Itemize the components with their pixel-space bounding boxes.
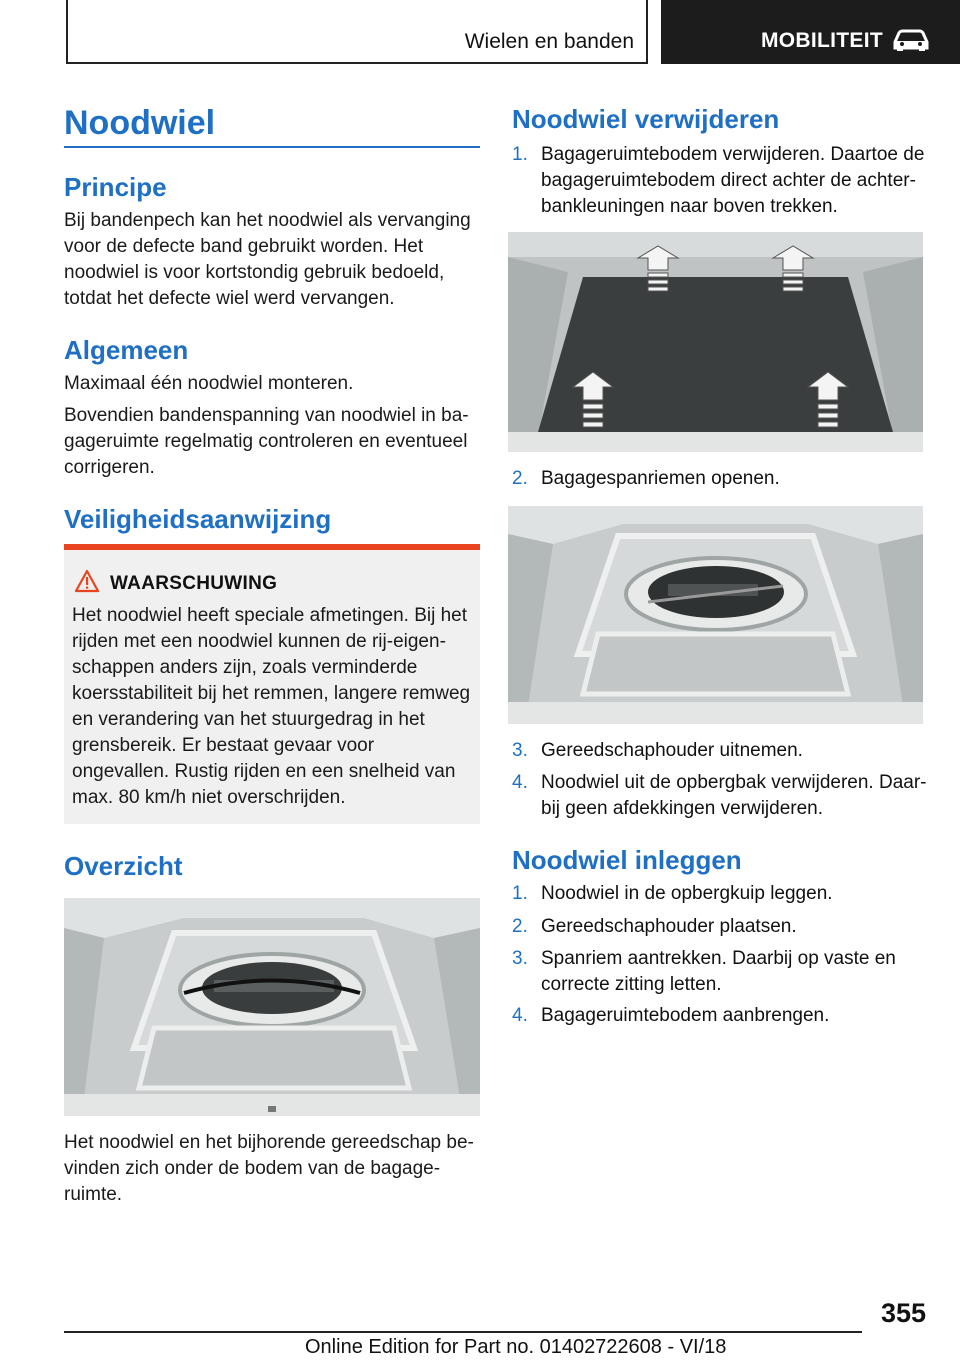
step-text: Gereedschaphouder uitnemen. bbox=[541, 740, 803, 761]
step-number: 3. bbox=[512, 948, 528, 969]
heading-verwijderen: Noodwiel verwijderen bbox=[512, 104, 780, 134]
step-text: Spanriem aantrekken. Daarbij op vaste en correcte zitting letten. bbox=[541, 948, 896, 995]
page-title: Noodwiel bbox=[64, 104, 216, 142]
step-text: Bagagespanriemen openen. bbox=[541, 468, 780, 489]
section-title: MOBILITEIT bbox=[761, 29, 883, 52]
trunk-overview-image bbox=[64, 898, 480, 1116]
warning-text: Het noodwiel heeft speciale afmetingen. Bij het rijden met een noodwiel kunnen de rij-eigenschappen anders zijn, zoals verminderde koersstabiliteit bij het remmen, langere remweg en verandering van het stuurgedrag in het grensbereik. Er bestaat gevaar voor ongevallen. Rustig rijden en een snelheid van max. 80 km/h niet overschrijden. bbox=[72, 605, 471, 808]
warning-title: WAARSCHUWING bbox=[110, 573, 278, 594]
chapter-tab bbox=[66, 0, 648, 64]
trunk-floor-arrows-image bbox=[508, 232, 923, 452]
chapter-title: Wielen en banden bbox=[464, 30, 634, 53]
step-number: 4. bbox=[512, 772, 528, 793]
footer-divider bbox=[64, 1331, 862, 1333]
heading-veiligheid: Veiligheidsaanwijzing bbox=[64, 504, 332, 534]
step-text: Gereedschaphouder plaatsen. bbox=[541, 916, 797, 937]
step-text: Bagageruimtebodem verwijderen. Daartoe de bagageruimtebodem direct achter de achterbankleuningen naar boven trekken. bbox=[541, 144, 925, 217]
section-tab bbox=[661, 0, 960, 64]
algemeen-text-2: Bovendien bandenspanning van noodwiel in bagageruimte regelmatig controleren en eventueel corrigeren. bbox=[64, 405, 469, 478]
step-number: 2. bbox=[512, 468, 528, 489]
step-number: 1. bbox=[512, 883, 528, 904]
step-number: 3. bbox=[512, 740, 528, 761]
edition-info: Online Edition for Part no. 01402722608 - VI/18 bbox=[305, 1336, 727, 1358]
heading-overzicht: Overzicht bbox=[64, 851, 183, 881]
heading-principe: Principe bbox=[64, 172, 167, 202]
step-number: 4. bbox=[512, 1005, 528, 1026]
step-text: Bagageruimtebodem aanbrengen. bbox=[541, 1005, 830, 1026]
trunk-straps-image bbox=[508, 506, 923, 724]
warning-triangle-icon bbox=[74, 569, 100, 593]
heading-inleggen: Noodwiel inleggen bbox=[512, 845, 742, 875]
algemeen-text-1: Maximaal één noodwiel monteren. bbox=[64, 373, 354, 394]
step-text: Noodwiel in de opbergkuip leggen. bbox=[541, 883, 833, 904]
step-number: 1. bbox=[512, 144, 528, 165]
car-icon bbox=[891, 28, 931, 52]
overzicht-caption: Het noodwiel en het bijhorende gereedschap bevinden zich onder de bodem van de bagageruimte. bbox=[64, 1132, 474, 1205]
step-number: 2. bbox=[512, 916, 528, 937]
principe-text: Bij bandenpech kan het noodwiel als vervanging voor de defecte band gebruikt worden. Het noodwiel is voor kortstondig gebruik bedoeld, totdat het defecte wiel werd vervangen. bbox=[64, 210, 471, 309]
step-text: Noodwiel uit de opbergbak verwijderen. Daarbij geen afdekkingen verwijderen. bbox=[541, 772, 927, 819]
page-number: 355 bbox=[880, 1298, 926, 1328]
heading-algemeen: Algemeen bbox=[64, 335, 189, 365]
title-divider bbox=[64, 146, 480, 148]
